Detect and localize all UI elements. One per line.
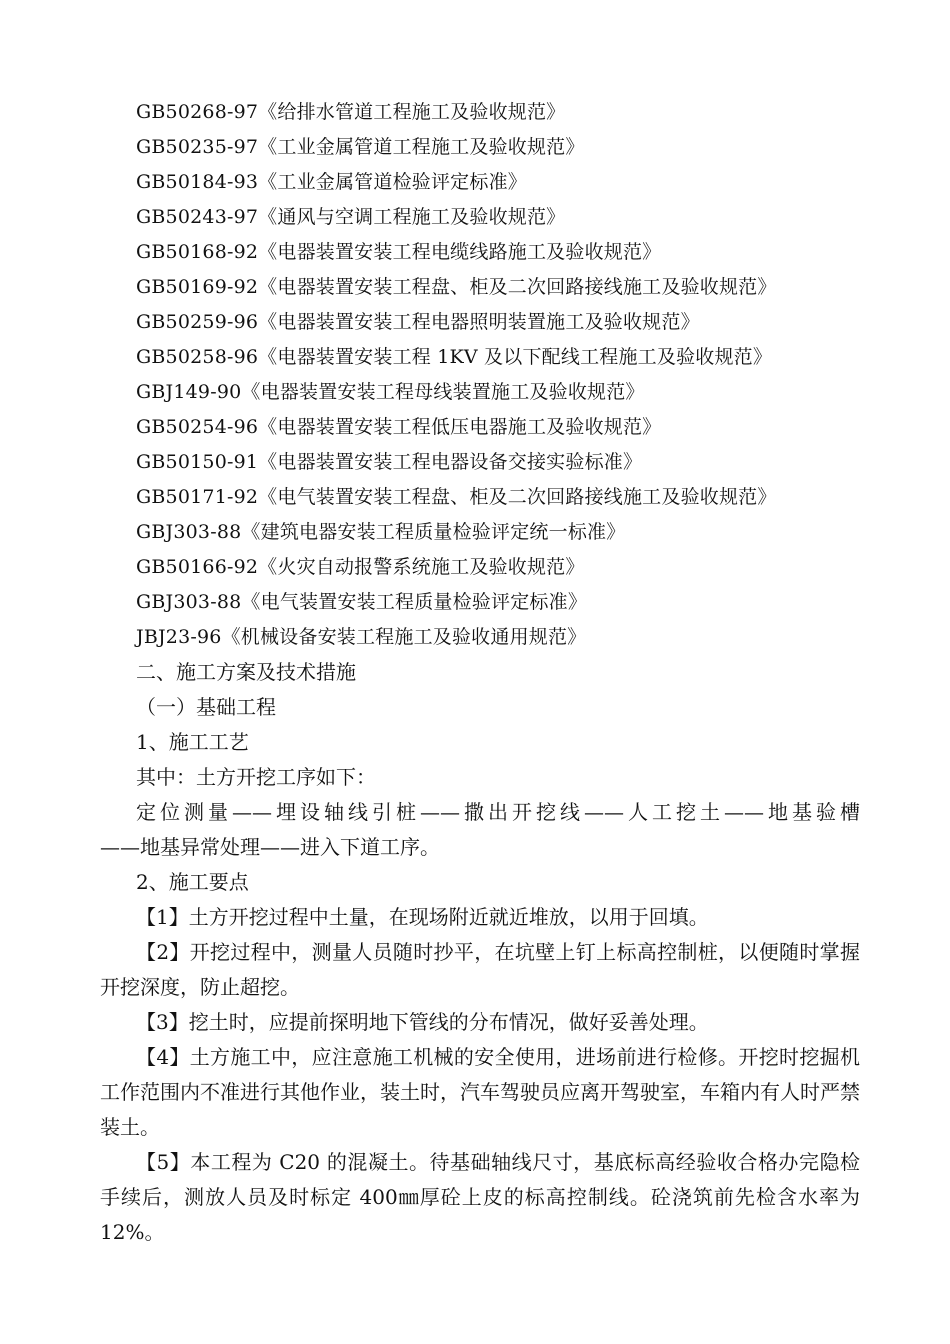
standard-item: GB50168-92《电器装置安装工程电缆线路施工及验收规范》 (136, 241, 662, 263)
standard-item: GB50235-97《工业金属管道工程施工及验收规范》 (136, 136, 585, 158)
item-title: 2、施工要点 (136, 870, 249, 894)
standard-item: GB50169-92《电器装置安装工程盘、柜及二次回路接线施工及验收规范》 (136, 276, 777, 298)
standard-item: GB50259-96《电器装置安装工程电器照明装置施工及验收规范》 (136, 311, 700, 333)
standards-list (136, 95, 896, 655)
standard-item: GB50150-91《电器装置安装工程电器设备交接实验标准》 (136, 451, 643, 473)
standard-item: GB50184-93《工业金属管道检验评定标准》 (136, 171, 527, 193)
standard-item: GB50268-97《给排水管道工程施工及验收规范》 (136, 101, 566, 123)
key-point: 【1】土方开挖过程中土量，在现场附近就近堆放，以用于回填。 (136, 905, 709, 929)
standard-item: GBJ303-88《建筑电器安装工程质量检验评定统一标准》 (136, 521, 626, 543)
standard-item: GBJ303-88《电气装置安装工程质量检验评定标准》 (136, 591, 588, 613)
item-intro: 其中：土方开挖工序如下： (136, 765, 376, 789)
key-point: 【3】挖土时，应提前探明地下管线的分布情况，做好妥善处理。 (136, 1010, 709, 1034)
standard-item: GB50166-92《火灾自动报警系统施工及验收规范》 (136, 556, 585, 578)
standard-item: GB50171-92《电气装置安装工程盘、柜及二次回路接线施工及验收规范》 (136, 486, 777, 508)
standard-item: GBJ149-90《电器装置安装工程母线装置施工及验收规范》 (136, 381, 645, 403)
key-point: 【5】本工程为 C20 的混凝土。待基础轴线尺寸，基底标高经验收合格办完隐检手续后，测放人员及时标定 400㎜厚砼上皮的标高控制线。砼浇筑前先检含水率为 12%。 (100, 1150, 860, 1244)
standard-item: GB50254-96《电器装置安装工程低压电器施工及验收规范》 (136, 416, 662, 438)
section-body (100, 655, 860, 1250)
subsection-heading: （一）基础工程 (136, 695, 276, 719)
standard-item: GB50243-97《通风与空调工程施工及验收规范》 (136, 206, 566, 228)
section-heading: 二、施工方案及技术措施 (136, 660, 356, 684)
key-point: 【4】土方施工中，应注意施工机械的安全使用，进场前进行检修。开挖时挖掘机工作范围内不准进行其他作业，装土时，汽车驾驶员应离开驾驶室，车箱内有人时严禁装土。 (100, 1045, 860, 1139)
standard-item: JBJ23-96《机械设备安装工程施工及验收通用规范》 (136, 626, 587, 648)
key-point: 【2】开挖过程中，测量人员随时抄平，在坑壁上钉上标高控制桩，以便随时掌握开挖深度，防止超挖。 (100, 940, 860, 999)
item-title: 1、施工工艺 (136, 730, 249, 754)
process-flow-line-1: 定位测量——埋设轴线引桩——撒出开挖线——人工挖土——地基验槽 (136, 800, 860, 824)
process-flow-line-2: ——地基异常处理——进入下道工序。 (100, 835, 440, 859)
standard-item: GB50258-96《电器装置安装工程 1KV 及以下配线工程施工及验收规范》 (136, 346, 773, 368)
